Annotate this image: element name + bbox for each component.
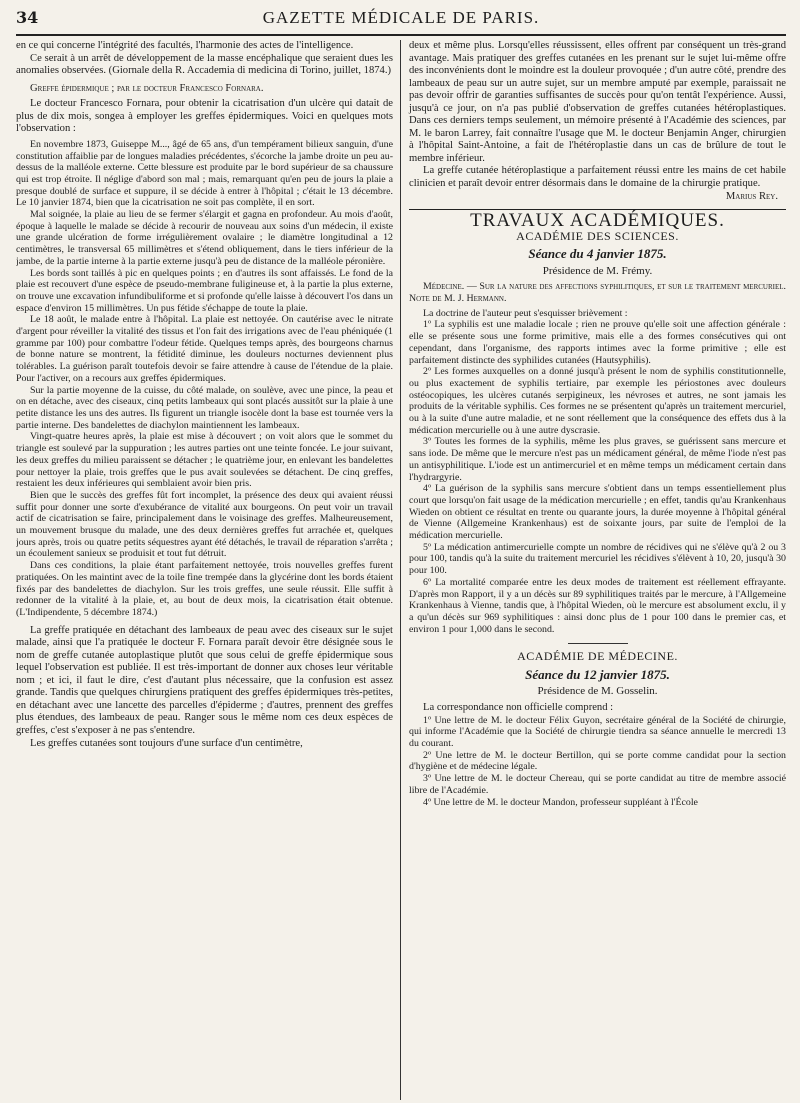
paragraph: La correspondance non officielle comprend : <box>423 702 614 714</box>
academy-heading: ACADÉMIE DE MÉDECINE. <box>517 649 678 664</box>
list-item: 3º Toutes les formes de la syphilis, même les plus graves, se guérissent sans mercure et sans iode. De même que le mercure n'est pas un médicament général, de même l'iode n'est pas un antisyphilitique. L'iode est un antimercuriel et en même temps un médicament certain dans l'hydrargyrie. <box>409 436 786 483</box>
list-item: 3º Une lettre de M. le docteur Chereau, qui se porte candidat au titre de membre associé libre de l'Académie. <box>409 773 786 796</box>
list-item: 5º La médication antimercurielle compte un nombre de récidives qui ne s'élève qu'à 2 ou 3 pour 100, tandis qu'à la suite du traitement mercuriel les récidives s'élèvent à 10, 20, jusqu'à 30 pour 100. <box>409 541 786 577</box>
correspondence-list <box>409 715 786 809</box>
paragraph: deux et même plus. Lorsqu'elles réussissent, elles offrent par conséquent un très-grand avantage. Mais pratiquer des greffes cutanées en les prenant sur le sujet lui-même offre des inconvénients dont le moindre est la douleur provoquée ; d'un autre côté, prendre des lambeaux de peau sur un autre sujet, sur un membre amputé par exemple, paraissait ne pas devoir offrir de garanties suffisantes de succès pour qu'on tentât l'expérience. Aussi, jusqu'à ce jour, on n'a pas publié d'observation de greffes cutanées hétéroplastiques. Dans ces derniers temps seulement, un mémoire présenté à l'Académie des sciences, par M. le baron Larrey, fait connaître l'usage que M. le docteur Benjamin Anger, chirurgien à l'hôpital Saint-Antoine, a fait de l'hétéroplastie dans un cas de brûlure de tout le membre inférieur. <box>409 40 786 164</box>
paragraph: Sur la partie moyenne de la cuisse, du côté malade, on soulève, avec une pince, la peau et on en détache, avec des ciseaux, cinq petits lambeaux qui sont placés aussitôt sur la plaie à une petite distance les uns des autres. Ils figurent un triangle isocèle dont la base est tournée vers la partie interne. Des bandelettes de diachylon maintiennent les lambeaux. <box>16 384 393 431</box>
divider <box>568 643 628 644</box>
paragraph: en ce qui concerne l'intégrité des facultés, l'harmonie des actes de l'intelligence. <box>16 40 354 51</box>
paragraph: La greffe cutanée hétéroplastique a parfaitement réussi entre les mains de cet habile clinicien et paraît devoir entrer désormais dans le domaine de la chirurgie pratique. <box>409 165 786 190</box>
session-date: Séance du 4 janvier 1875. <box>528 246 667 262</box>
list-item: 6º La mortalité comparée entre les deux modes de traitement est réellement effrayante. D'après mon Rapport, il y a un décès sur 89 syphilitiques traités par le mercure, à l'Allgemeine Krankenhaus à Vienne, tandis que, à l'hôpital Wieden, où le mercure est absolument exclu, il y a qu'un décès sur 969 syphilitiques : ainsi donc plus de 1 pour 100 dans le premier cas, et environ 1 pour 1,000 dans le second. <box>409 576 786 635</box>
right-column <box>400 40 786 1100</box>
list-item: 2º Une lettre de M. le docteur Bertillon, qui se porte comme candidat pour la section d'hygiène et de médecine légale. <box>409 749 786 773</box>
journal-title: GAZETTE MÉDICALE DE PARIS. <box>262 8 540 27</box>
section-title: Greffe épidermique ; par le docteur Francesco Fornara. <box>30 82 264 94</box>
presidence: Présidence de M. Gosselin. <box>537 685 658 698</box>
paragraph: Vingt-quatre heures après, la plaie est mise à découvert ; on voit alors que le sommet du triangle est soulevé par la suppuration ; les autres parties ont une teinte foncée. Le jour suivant, les deux greffes du milieu paraissent se détacher ; le quatrième jour, en enlevant les bandelettes pour nettoyer la plaie, trois greffes que le pus avait soulevées se détachent. De cinq greffes, restaient les deux inférieures qui semblaient avoir bien pris. <box>16 431 393 490</box>
paragraph: Mal soignée, la plaie au lieu de se fermer s'élargit et gagna en profondeur. Au mois d'août, époque à laquelle le malade se décide à recourir de nouveau aux soins d'un médecin, il existe une grande ulcération de forme irrégulièrement ovalaire ; le diamètre longitudinal a 12 centimètres, le transversal 65 millimètres et s'étend obliquement, dans le tiers inférieur de la jambe, de la partie interne à la partie externe jusqu'à peu de distance de la malléole péronière. <box>16 209 393 267</box>
paragraph: Les greffes cutanées sont toujours d'une surface d'un centimètre, <box>30 737 303 749</box>
observation-block <box>16 139 393 619</box>
session-date: Séance du 12 janvier 1875. <box>525 666 670 682</box>
list-item: 4º La guérison de la syphilis sans mercure s'obtient dans un temps essentiellement plus court que lorsqu'on fait usage de la médication mercurielle ; en effet, tandis qu'au Krankenhaus Wieden on obtient ce résultat en trente ou quarante jours, la durée moyenne à l'hôpital général de Vienne (Allgemeine Krankenhaus) est de soixante jours, par suite de l'emploi de la médication mercurielle. <box>409 483 786 542</box>
paragraph: La doctrine de l'auteur peut s'esquisser brièvement : <box>423 307 628 319</box>
section-heading: TRAVAUX ACADÉMIQUES. <box>470 210 725 232</box>
paragraph: Le docteur Francesco Fornara, pour obtenir la cicatrisation d'un ulcère qui datait de plus de dix mois, songea à employer les greffes épidermiques. Voici en quelques mots l'observation : <box>16 98 393 135</box>
list-item: 1º Une lettre de M. le docteur Félix Guyon, secrétaire général de la Société de chirurgie, qui informe l'Académie que la Société de chirurgie tiendra sa séance annuelle le mercredi 13 du courant. <box>409 714 786 749</box>
note-body <box>409 308 786 636</box>
list-item: 4º Une lettre de M. le docteur Mandon, professeur suppléant à l'École <box>423 796 698 808</box>
paragraph: La greffe pratiquée en détachant des lambeaux de peau avec des ciseaux sur le sujet malade, ainsi que l'a pratiquée le docteur F. Fornara paraît devoir être désignée sous le nom de greffe cutanée autoplastique plutôt que sous celui de greffe épidermique sous lequel l'observation est publiée. Il est très-important de donner aux choses leur véritable nom ; et ici, il faut le dire, c'est d'autant plus nécessaire, que la confusion est assez grande. Tandis que quelques chirurgiens pratiquent des greffes épidermiques très-petites, en détachant avec une lancette des parcelles d'épiderme ; d'autres, prennent des greffes plus étendues, des lambeaux de peau. Ranger sous le même nom ces deux espèces de greffes, c'est s'exposer à ne pas s'entendre. <box>16 624 393 737</box>
list-item: 1º La syphilis est une maladie locale ; rien ne prouve qu'elle soit une affection générale : elle se présente sous une forme primitive, mais elle a des formes consécutives qui ont cependant, dans l'organisme, des rapports intimes avec la forme primitive ; elle est parfaitement distincte des syphilides cutanées (Hautsyphilis). <box>409 319 786 366</box>
paragraph: Les bords sont taillés à pic en quelques points ; en d'autres ils sont affaissés. Le fond de la plaie est recouvert d'une espèce de pseudo-membrane fuligineuse et, à la partie la plus externe, on trouve une excavation infundibuliforme et si profonde qu'elle laisse à découvert l'os dans un espace d'environ 15 millimètres. Un pus fétide s'échappe de toute la plaie. <box>16 267 393 314</box>
paragraph: En novembre 1873, Guiseppe M..., âgé de 65 ans, d'un tempérament bilieux sanguin, d'une constitution affaiblie par de longues maladies précédentes, s'écorche la jambe droite un peu au-dessus de la malléole externe. Cette blessure est produite par le bord supérieur de sa chaussure qui est trop étroite. Il néglige d'abord son mal ; mais, remarquant qu'en peu de jours la plaie a presque doublé de surface et suppure, il se décide à entrer à l'hôpital ; c'était le 13 décembre. Le 10 janvier 1874, bien que la cicatrisation ne soit pas complète, il en sort. <box>16 138 393 209</box>
note-heading: Médecine. — Sur la nature des affections syphilitiques, et sur le traitement mercuriel. Note de M. J. Hermann. <box>409 281 786 304</box>
presidence: Présidence de M. Frémy. <box>542 264 653 277</box>
author-signature: Marius Rey. <box>725 190 778 202</box>
left-column <box>16 40 400 1100</box>
academy-heading: ACADÉMIE DES SCIENCES. <box>516 228 679 243</box>
paragraph: Bien que le succès des greffes fût fort incomplet, la présence des deux qui avaient réussi suffit pour donner une sorte d'exubérance de vitalité aux bourgeons. On peut voir un travail actif de cicatrisation se faire, principalement dans le voisinage des greffes. Malheureusement, un mouvement brusque du malade, une des deux dernières greffes fut arrachée et, quelques jours après, trois ou quatre petits séquestres ayant été détachés, le travail de réparation s'arrêta ; un écoulement sanieux se produisit et tout fut détruit. <box>16 489 393 560</box>
paragraph: Le 18 août, le malade entre à l'hôpital. La plaie est nettoyée. On cautérise avec le nitrate d'argent pour réveiller la vitalité des tissus et l'on fait des irrigations avec de l'eau phéniquée (1 gramme par 100) pour combattre l'odeur fétide. Quelques temps après, des bourgeons charnus de bonne nature se montrent, la fétidité diminue, les douleurs nocturnes deviennent plus tolérables. La guérison paraît toutefois devoir se faire attendre à cause de l'étendue de la plaie. Pour l'activer, on a recours aux greffes épidermiques. <box>16 314 393 384</box>
list-item: 2º Les formes auxquelles on a donné jusqu'à présent le nom de syphilis constitutionnelle, ou plus exactement de syphilis tertiaire, par exemple les périostones avec douleurs ostéocopiques, les ulcères cutanés serpigineux, les névroses et autres, ne sont jamais les produits de la véritable syphilis. Ces formes ne se présentent qu'après un traitement mercuriel, ou à la suite d'une autre maladie, et ne sont réellement que la conséquence des effets dus à la médication mercurielle ou à une autre dyscrasie. <box>409 366 786 436</box>
paragraph: Ce serait à un arrêt de développement de la masse encéphalique que seraient dues les anomalies observées. (Giornale della R. Accademia di medicina di Torino, juillet, 1874.) <box>16 52 393 77</box>
page-header <box>16 8 786 36</box>
article-columns <box>16 40 786 1100</box>
page-number: 34 <box>16 8 39 27</box>
paragraph: Dans ces conditions, la plaie étant parfaitement nettoyée, trois nouvelles greffes furent pratiquées. On les maintint avec de la toile fine trempée dans la glycérine dont les bords étaient fixés par des bandelettes de diachylon. Sur les trois greffes, une seule réussit. Elle suffit à redonner de la vitalité à la plaie, et, au bout de deux mois, la cicatrisation était obtenue. (L'Indipendente, 5 décembre 1874.) <box>16 560 393 618</box>
